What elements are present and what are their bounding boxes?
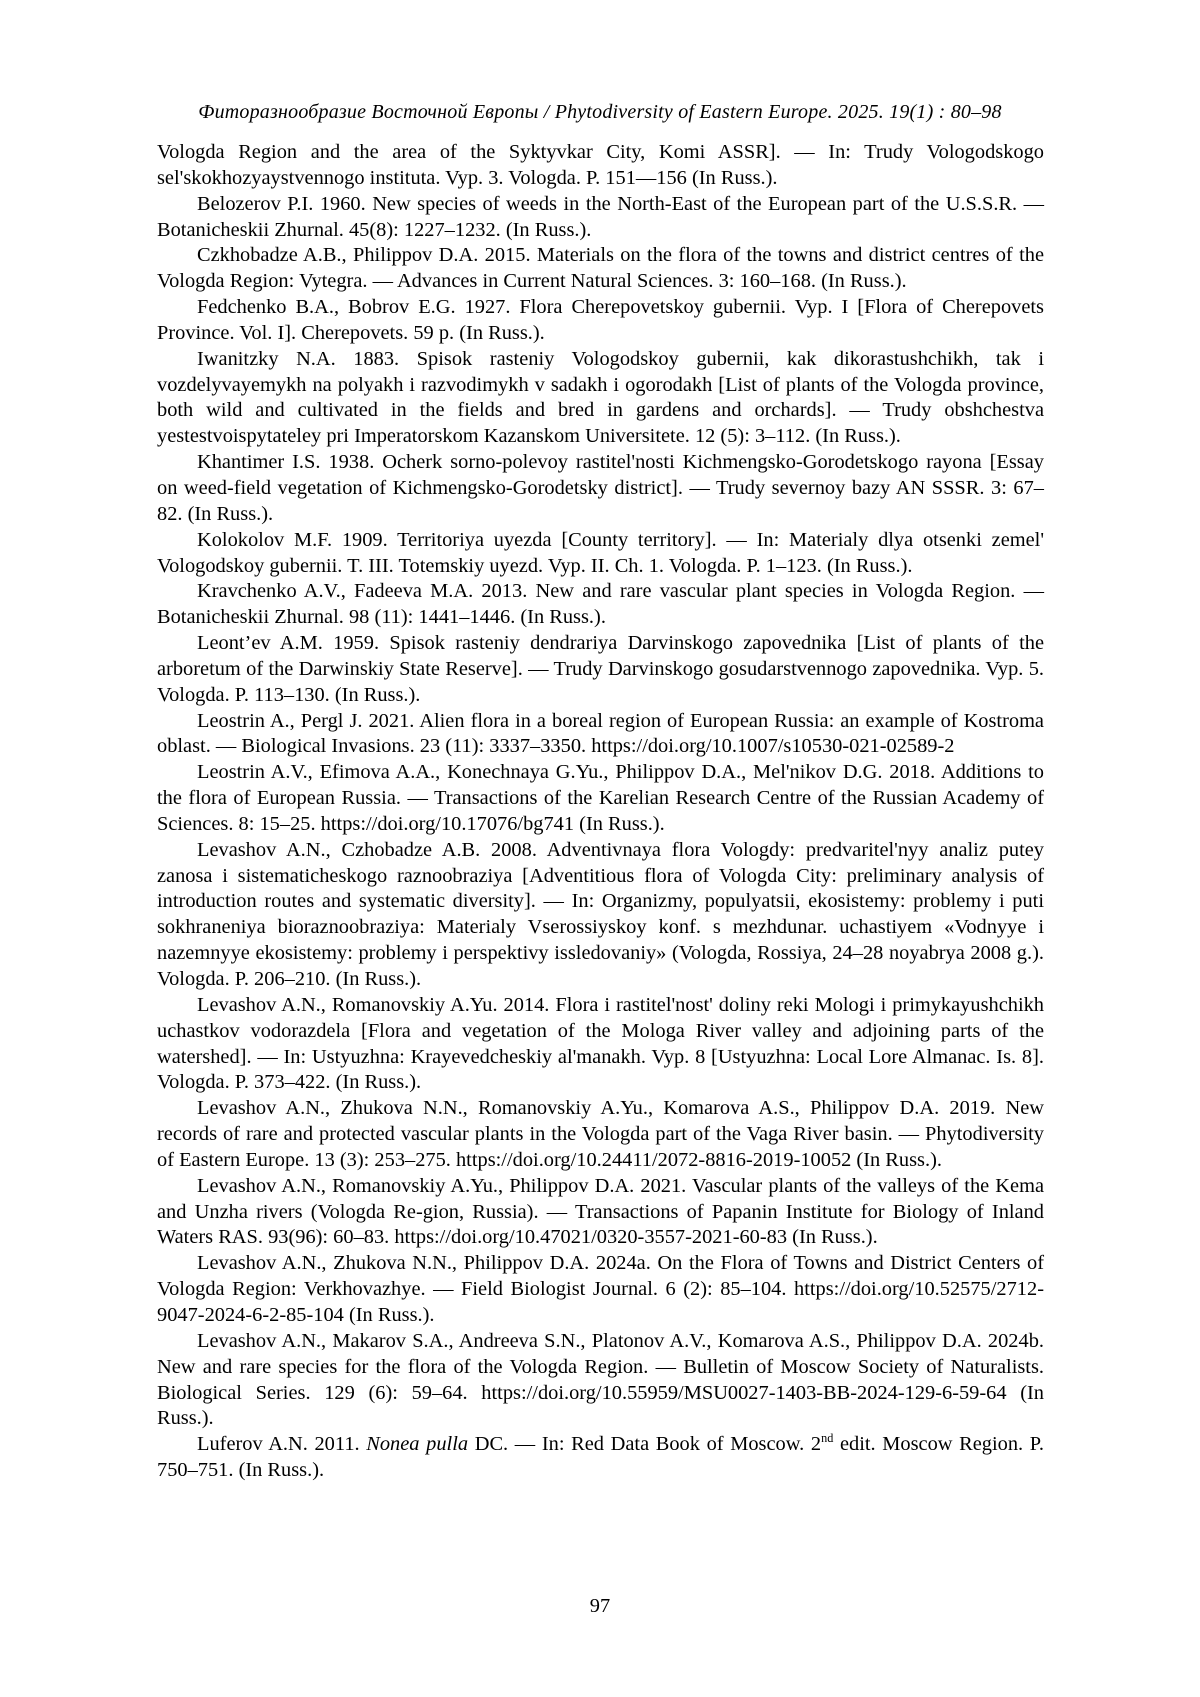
reference-item: Levashov A.N., Romanovskiy A.Yu., Philippov D.A. 2021. Vascular plants of the valleys of the Kema and Unzha rivers (Vologda Re-gion, Russia). — Transactions of Papanin Institute for Biology of Inland Waters RAS. 93(96): 60–83. https://doi.org/10.47021/0320-3557-2021-60-83 (In Russ.). (157, 1174, 1044, 1249)
reference-item (157, 1432, 1044, 1484)
reference-text-segment: edit. Moscow Region. P. 750–751. (In Russ.). (157, 1433, 1044, 1482)
reference-item: Leostrin A.V., Efimova A.A., Konechnaya G.Yu., Philippov D.A., Mel'nikov D.G. 2018. Additions to the flora of European Russia. — Transactions of the Karelian Research Centre of the Russian Academy of Sciences. 8: 15–25. https://doi.org/10.17076/bg741 (In Russ.). (157, 761, 1044, 835)
species-name: Nonea pulla (366, 1433, 469, 1456)
reference-item: Leont’ev A.M. 1959. Spisok rasteniy dendrariya Darvinskogo zapovednika [List of plants of the arboretum of the Darwinskiy State Reserve]. — Trudy Darvinskogo gosudarstvennogo zapovednika. Vyp. 5. Vologda. P. 113–130. (In Russ.). (157, 632, 1044, 706)
reference-text-segment: Luferov A.N. 2011. (197, 1433, 367, 1456)
reference-item: Vologda Region and the area of the Syktyvkar City, Komi ASSR]. — In: Trudy Vologodskogo sel'skokhozyaystvennogo instituta. Vyp. 3. Vologda. P. 151—156 (In Russ.). (157, 141, 1044, 189)
reference-text-segment: DC. — In: Red Data Book of Moscow. 2 (468, 1433, 822, 1456)
reference-item: Levashov A.N., Makarov S.A., Andreeva S.N., Platonov A.V., Komarova A.S., Philippov D.A. 2024b. New and rare species for the flora of the Vologda Region. — Bulletin of Moscow Society of Naturalists. Biological Series. 129 (6): 59–64. https://doi.org/10.55959/MSU0027-1403-BB-2024-129-6-59-64 (In Russ.). (157, 1329, 1044, 1430)
reference-item: Levashov A.N., Romanovskiy A.Yu. 2014. Flora i rastitel'nost' doliny reki Mologi i primykayushchikh uchastkov vodorazdela [Flora and vegetation of the Mologa River valley and adjoining parts of the watershed]. — In: Ustyuzhna: Krayevedcheskiy al'manakh. Vyp. 8 [Ustyuzhna: Local Lore Almanac. Is. 8]. Vologda. P. 373–422. (In Russ.). (157, 993, 1044, 1094)
reference-item: Levashov A.N., Czhobadze A.B. 2008. Adventivnaya flora Vologdy: predvaritel'nyy analiz putey zanosa i sistematicheskogo raznoobraziya [Adventitious flora of Vologda City: preliminary analysis of introduction routes and systematic diversity]. — In: Organizmy, populyatsii, ekosistemy: problemy i puti sokhraneniya bioraznoobraziya: Materialy Vserossiyskoy konf. s mezhdunar. uchastiyem «Vodnyye i nazemnyye ekosistemy: problemy i perspektivy issledovaniy» (Vologda, Rossiya, 24–28 noyabrya 2008 g.). Vologda. P. 206–210. (In Russ.). (157, 838, 1044, 990)
reference-item: Leostrin A., Pergl J. 2021. Alien flora in a boreal region of European Russia: an example of Kostroma oblast. — Biological Invasions. 23 (11): 3337–3350. https://doi.org/10.1007/s10530-021-02589-2 (157, 709, 1044, 758)
reference-item: Kravchenko A.V., Fadeeva M.A. 2013. New and rare vascular plant species in Vologda Region. — Botanicheskii Zhurnal. 98 (11): 1441–1446. (In Russ.). (157, 580, 1044, 629)
reference-item: Levashov A.N., Zhukova N.N., Romanovskiy A.Yu., Komarova A.S., Philippov D.A. 2019. New records of rare and protected vascular plants in the Vologda part of the Vaga River basin. — Phytodiversity of Eastern Europe. 13 (3): 253–275. https://doi.org/10.24411/2072-8816-2019-10052 (In Russ.). (157, 1097, 1044, 1171)
reference-item: Khantimer I.S. 1938. Ocherk sorno-polevoy rastitel'nosti Kichmengsko-Gorodetskogo rayona [Essay on weed-field vegetation of Kichmengsko-Gorodetsky district]. — Trudy severnoy bazy AN SSSR. 3: 67–82. (In Russ.). (157, 451, 1044, 525)
reference-text-segment: nd (821, 1431, 834, 1446)
reference-item: Fedchenko B.A., Bobrov E.G. 1927. Flora Cherepovetskoy gubernii. Vyp. I [Flora of Cherepovets Province. Vol. I]. Cherepovets. 59 p. (In Russ.). (157, 296, 1044, 344)
reference-list (157, 140, 1044, 1484)
page-number: 97 (589, 1595, 611, 1617)
reference-item: Iwanitzky N.A. 1883. Spisok rasteniy Vologodskoy gubernii, kak dikorastushchikh, tak i vozdelyvayemykh na polyakh i razvodimykh v sadakh i ogorodakh [List of plants of the Vologda province, both wild and cultivated in the fields and bred in gardens and orchards]. — Trudy obshchestva yestestvoispytateley pri Imperatorskom Kazanskom Universitete. 12 (5): 3–112. (In Russ.). (157, 347, 1044, 448)
reference-item: Kolokolov M.F. 1909. Territoriya uyezda [County territory]. — In: Materialy dlya otsenki zemel' Vologodskoy gubernii. T. III. Totemskiy uyezd. Vyp. II. Ch. 1. Vologda. P. 1–123. (In Russ.). (157, 528, 1044, 577)
reference-item: Levashov A.N., Zhukova N.N., Philippov D.A. 2024a. On the Flora of Towns and District Centers of Vologda Region: Verkhovazhye. — Field Biologist Journal. 6 (2): 85–104. https://doi.org/10.52575/2712-9047-2024-6-2-85-104 (In Russ.). (157, 1252, 1044, 1326)
reference-item: Czkhobadze A.B., Philippov D.A. 2015. Materials on the flora of the towns and district centres of the Vologda Region: Vytegra. — Advances in Current Natural Sciences. 3: 160–168. (In Russ.). (157, 244, 1044, 293)
running-head: Фиторазнообразие Восточной Европы / Phytodiversity of Eastern Europe. 2025. 19(1) : 80–98 (198, 101, 1002, 123)
reference-item: Belozerov P.I. 1960. New species of weeds in the North-East of the European part of the U.S.S.R. — Botanicheskii Zhurnal. 45(8): 1227–1232. (In Russ.). (157, 192, 1044, 241)
